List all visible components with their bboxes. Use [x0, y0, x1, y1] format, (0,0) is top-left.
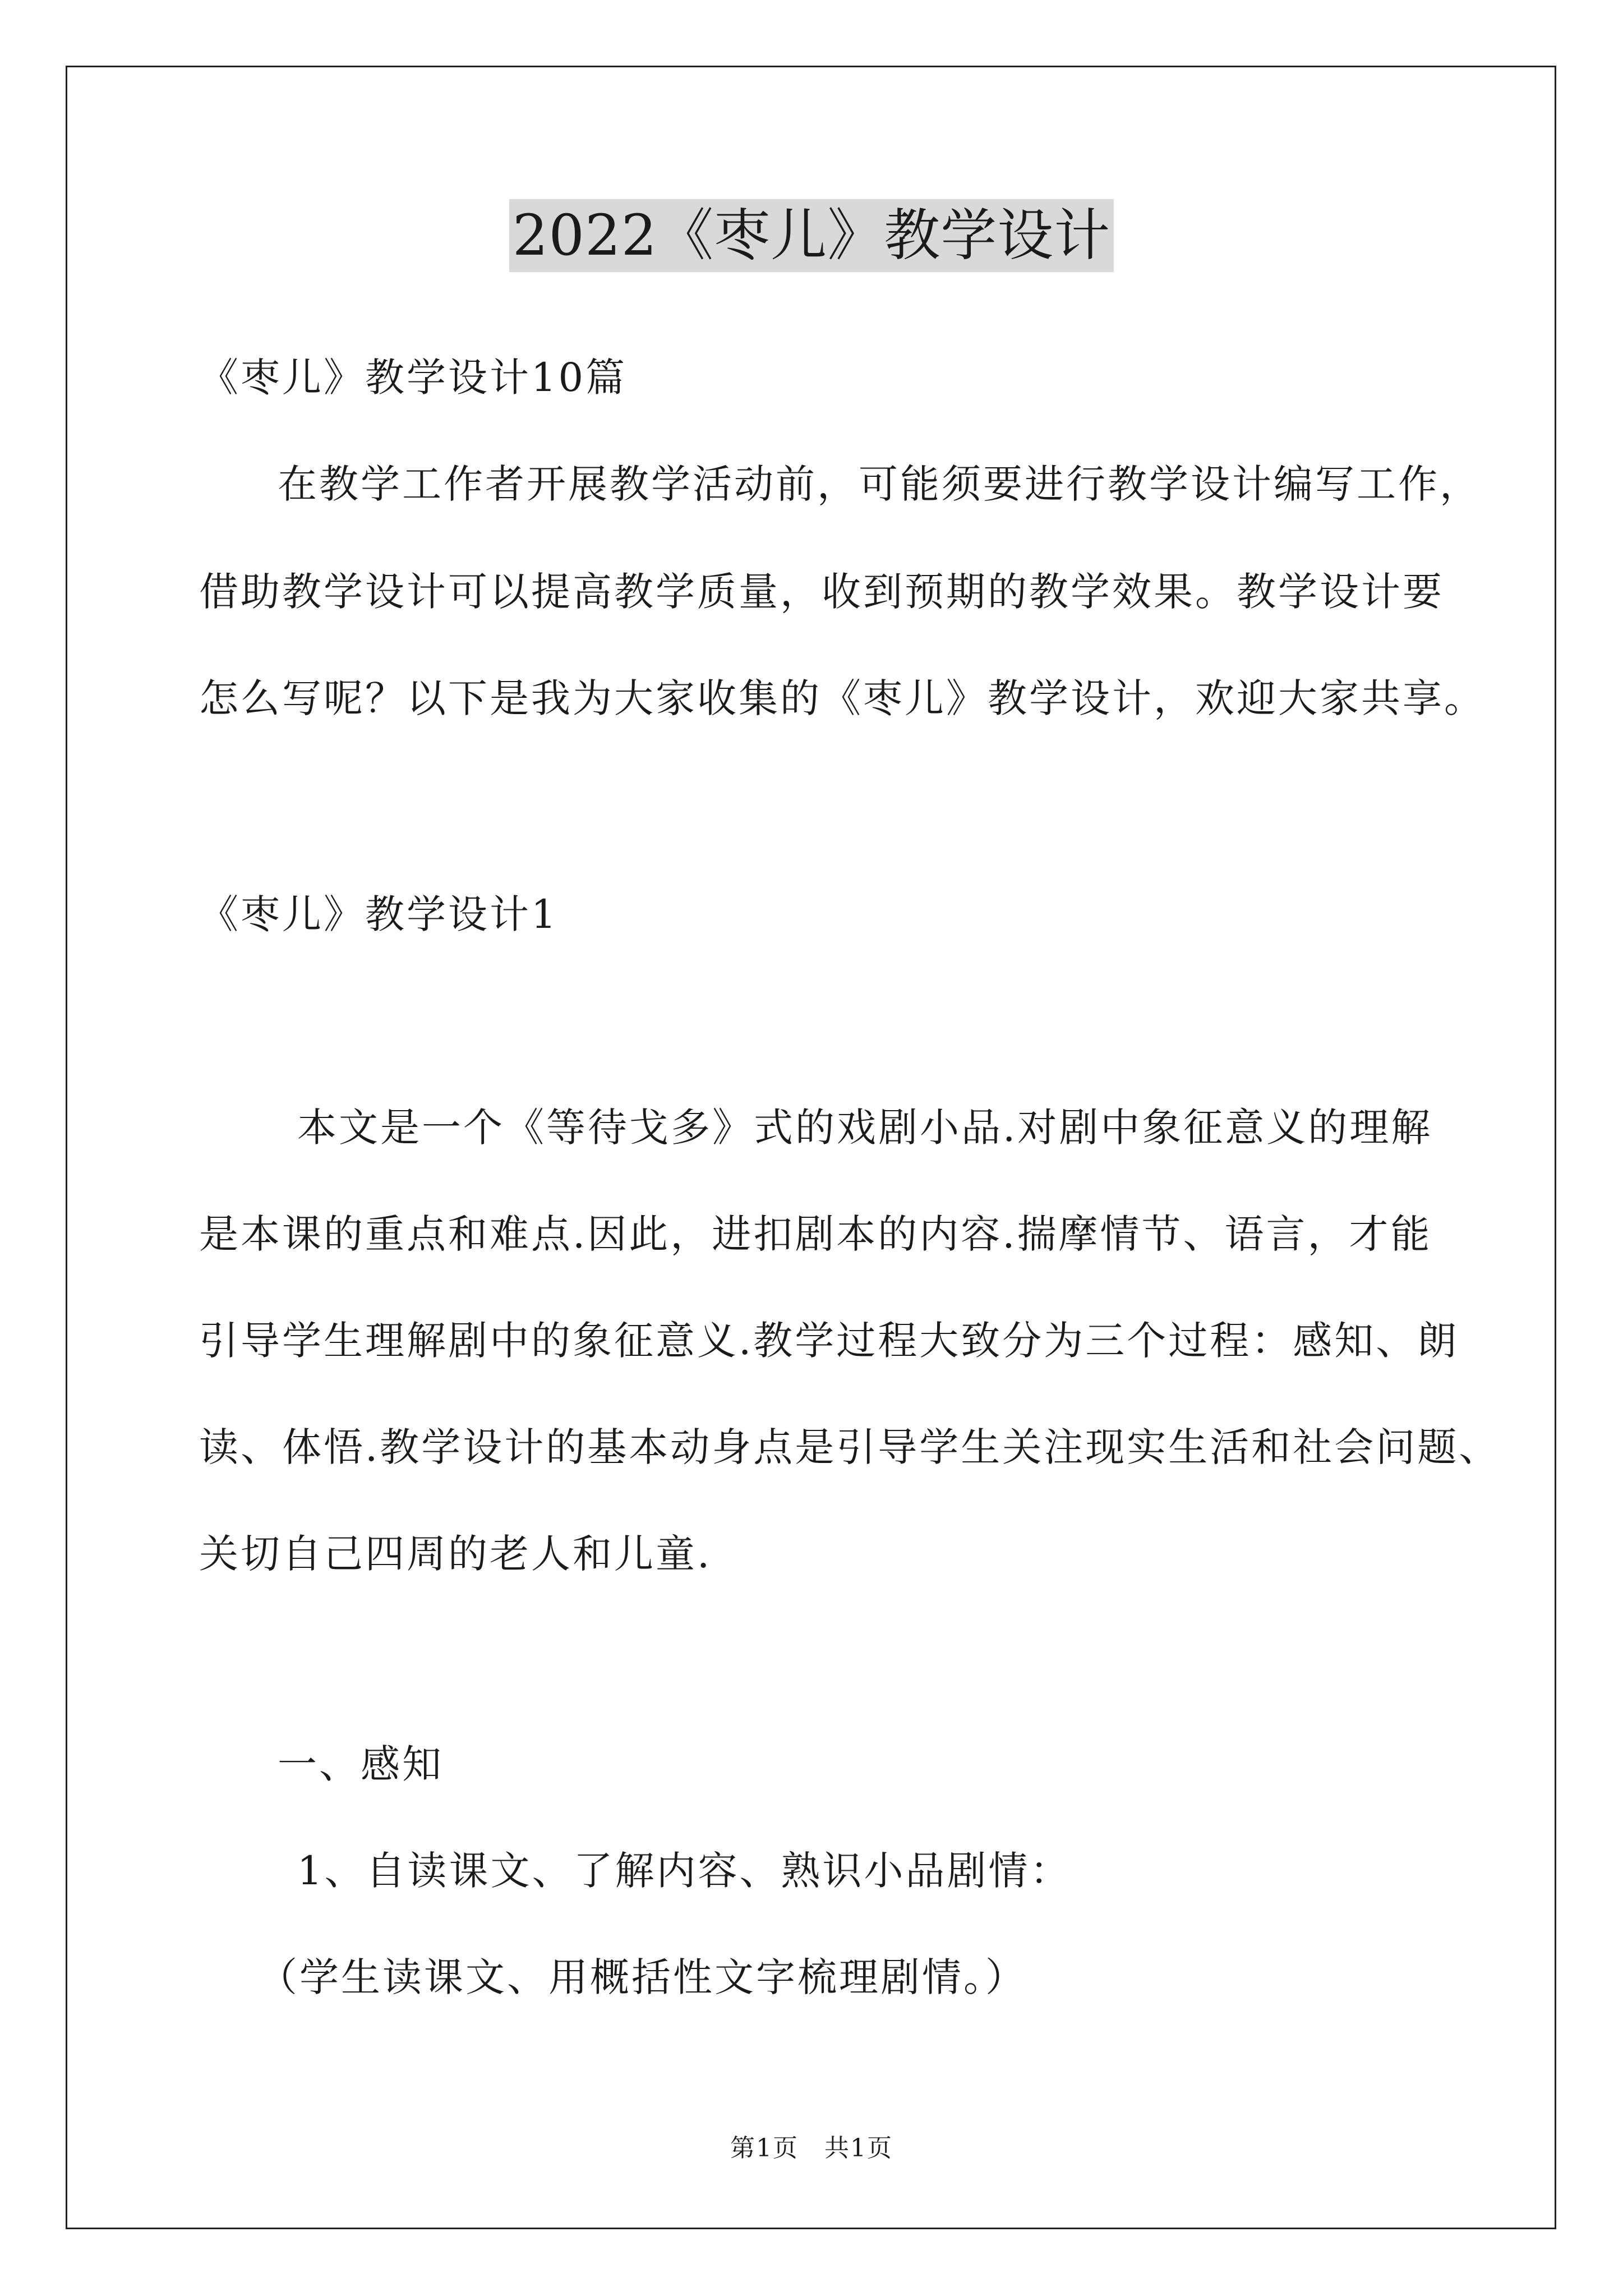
page-footer: 第1页 共1页 [730, 2134, 893, 2162]
intro-line-3: 怎么写呢？以下是我为大家收集的《枣儿》教学设计，欢迎大家共享。 [199, 675, 1486, 721]
intro-line-2: 借助教学设计可以提高教学质量，收到预期的教学效果。教学设计要 [199, 569, 1444, 615]
title-container [0, 199, 1623, 272]
body-line-5: 关切自己四周的老人和儿童. [199, 1531, 712, 1577]
document-title: 2022《枣儿》教学设计 [509, 199, 1114, 272]
body-line-3: 引导学生理解剧中的象征意义.教学过程大致分为三个过程：感知、朗 [199, 1318, 1459, 1364]
part-heading: 一、感知 [278, 1741, 444, 1787]
body-line-2: 是本课的重点和难点.因此，进扣剧本的内容.揣摩情节、语言，才能 [199, 1211, 1432, 1257]
body-line-4: 读、体悟.教学设计的基本动身点是引导学生关注现实生活和社会问题、 [199, 1424, 1501, 1470]
intro-line-1: 在教学工作者开展教学活动前，可能须要进行教学设计编写工作， [278, 461, 1481, 507]
document-subtitle: 《枣儿》教学设计10篇 [199, 355, 628, 401]
body-line-1: 本文是一个《等待戈多》式的戏剧小品.对剧中象征意义的理解 [297, 1105, 1433, 1151]
step-note: （学生读课文、用概括性文字梳理剧情。） [258, 1954, 1027, 2000]
step-line: 1、自读课文、了解内容、熟识小品剧情： [297, 1848, 1072, 1894]
section-heading: 《枣儿》教学设计1 [199, 891, 559, 937]
